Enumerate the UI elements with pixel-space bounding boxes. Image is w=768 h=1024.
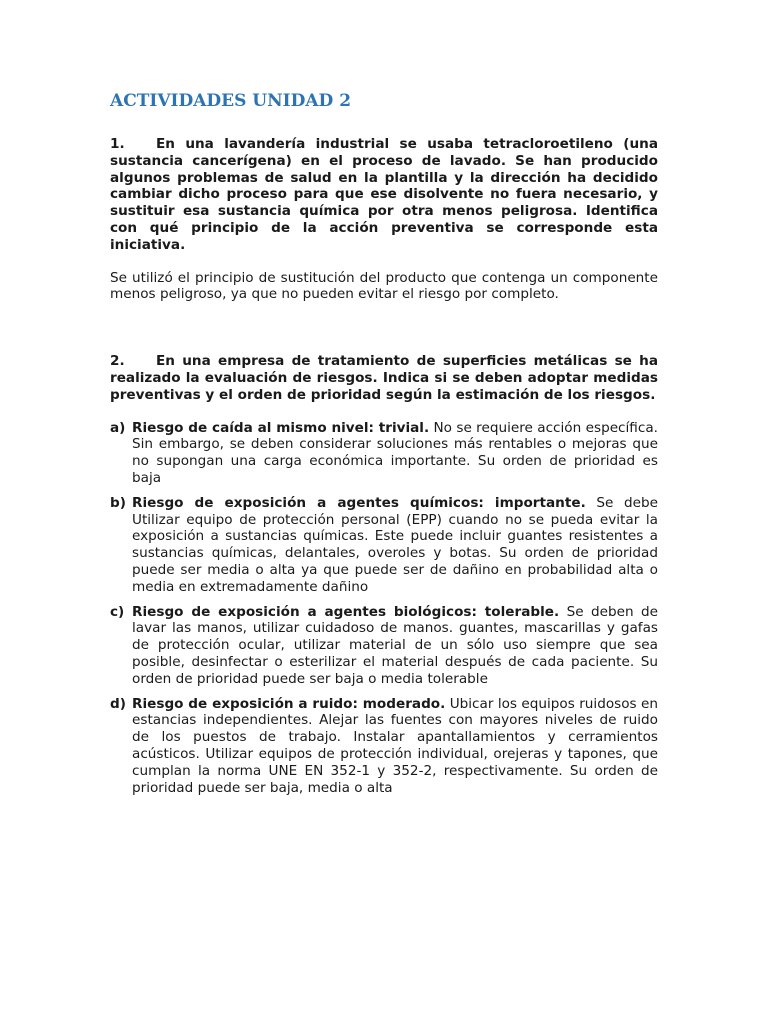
risk-item-c (110, 604, 658, 688)
risk-item-body (132, 696, 658, 797)
risk-item-lead: Riesgo de exposición a ruido: moderado. (132, 695, 446, 712)
risk-item-marker: d) (110, 695, 126, 712)
risk-item-text: Se debe Utilizar equipo de protección personal (EPP) cuando no se pueda evitar la exposición a sustancias químicas. Este puede incluir guantes resistentes a sustancias químicas, delantales, overoles y botas. Su orden de prioridad puede ser media o alta ya que puede ser de dañino en probabilidad alta o media en extremadamente dañino (132, 494, 658, 595)
risk-item-text: No se requiere acción específica. Sin embargo, se deben considerar soluciones más rentables o mejoras que no supongan una carga económica importante. Su orden de prioridad es baja (132, 419, 658, 486)
risk-item-lead: Riesgo de exposición a agentes biológicos: tolerable. (132, 603, 560, 620)
question-2 (110, 353, 658, 403)
risk-item-lead: Riesgo de exposición a agentes químicos: importante. (132, 494, 586, 511)
risk-item-marker: c) (110, 603, 125, 620)
risk-item-body (132, 604, 658, 688)
risk-item-a (110, 420, 658, 487)
question-1 (110, 136, 658, 254)
risk-item-b (110, 495, 658, 596)
answer-1: Se utilizó el principio de sustitución del producto que contenga un componente menos peligroso, ya que no pueden evitar el riesgo por completo. (110, 269, 658, 303)
question-2-number: 2. (110, 353, 125, 370)
question-2-text: En una empresa de tratamiento de superficies metálicas se ha realizado la evaluación de riesgos. Indica si se deben adoptar medidas preventivas y el orden de prioridad según la estimación de los riesgos. (110, 353, 658, 403)
risk-item-lead: Riesgo de caída al mismo nivel: trivial. (132, 419, 430, 436)
risk-item-marker: b) (110, 494, 126, 511)
risk-item-marker: a) (110, 419, 126, 436)
risk-item-d (110, 696, 658, 797)
risk-item-text: Se deben de lavar las manos, utilizar cuidadoso de manos. guantes, mascarillas y gafas de protección ocular, utilizar material de un sólo uso siempre que sea posible, desinfectar o esterilizar el material después de cada paciente. Su orden de prioridad puede ser baja o media tolerable (132, 603, 658, 687)
question-1-text: En una lavandería industrial se usaba tetracloroetileno (una sustancia cancerígena) en el proceso de lavado. Se han producido algunos problemas de salud en la plantilla y la dirección ha decidido cambiar dicho proceso para que ese disolvente no fuera necesario, y sustituir esa sustancia química por otra menos peligrosa. Identifica con qué principio de la acción preventiva se corresponde esta iniciativa. (110, 136, 658, 253)
document-title: ACTIVIDADES UNIDAD 2 (110, 91, 352, 111)
question-1-number: 1. (110, 136, 125, 152)
document-content (110, 90, 658, 804)
risk-item-body (132, 495, 658, 596)
risk-list (110, 420, 658, 797)
risk-item-body (132, 420, 658, 487)
risk-item-text: Ubicar los equipos ruidosos en estancias independientes. Alejar las fuentes con mayores niveles de ruido de los puestos de trabajo. Instalar apantallamientos y cerramientos acústicos. Utilizar equipos de protección individual, orejeras y tapones, que cumplan la norma UNE EN 352-1 y 352-2, respectivamente. Su orden de prioridad puede ser baja, media o alta (132, 695, 658, 796)
